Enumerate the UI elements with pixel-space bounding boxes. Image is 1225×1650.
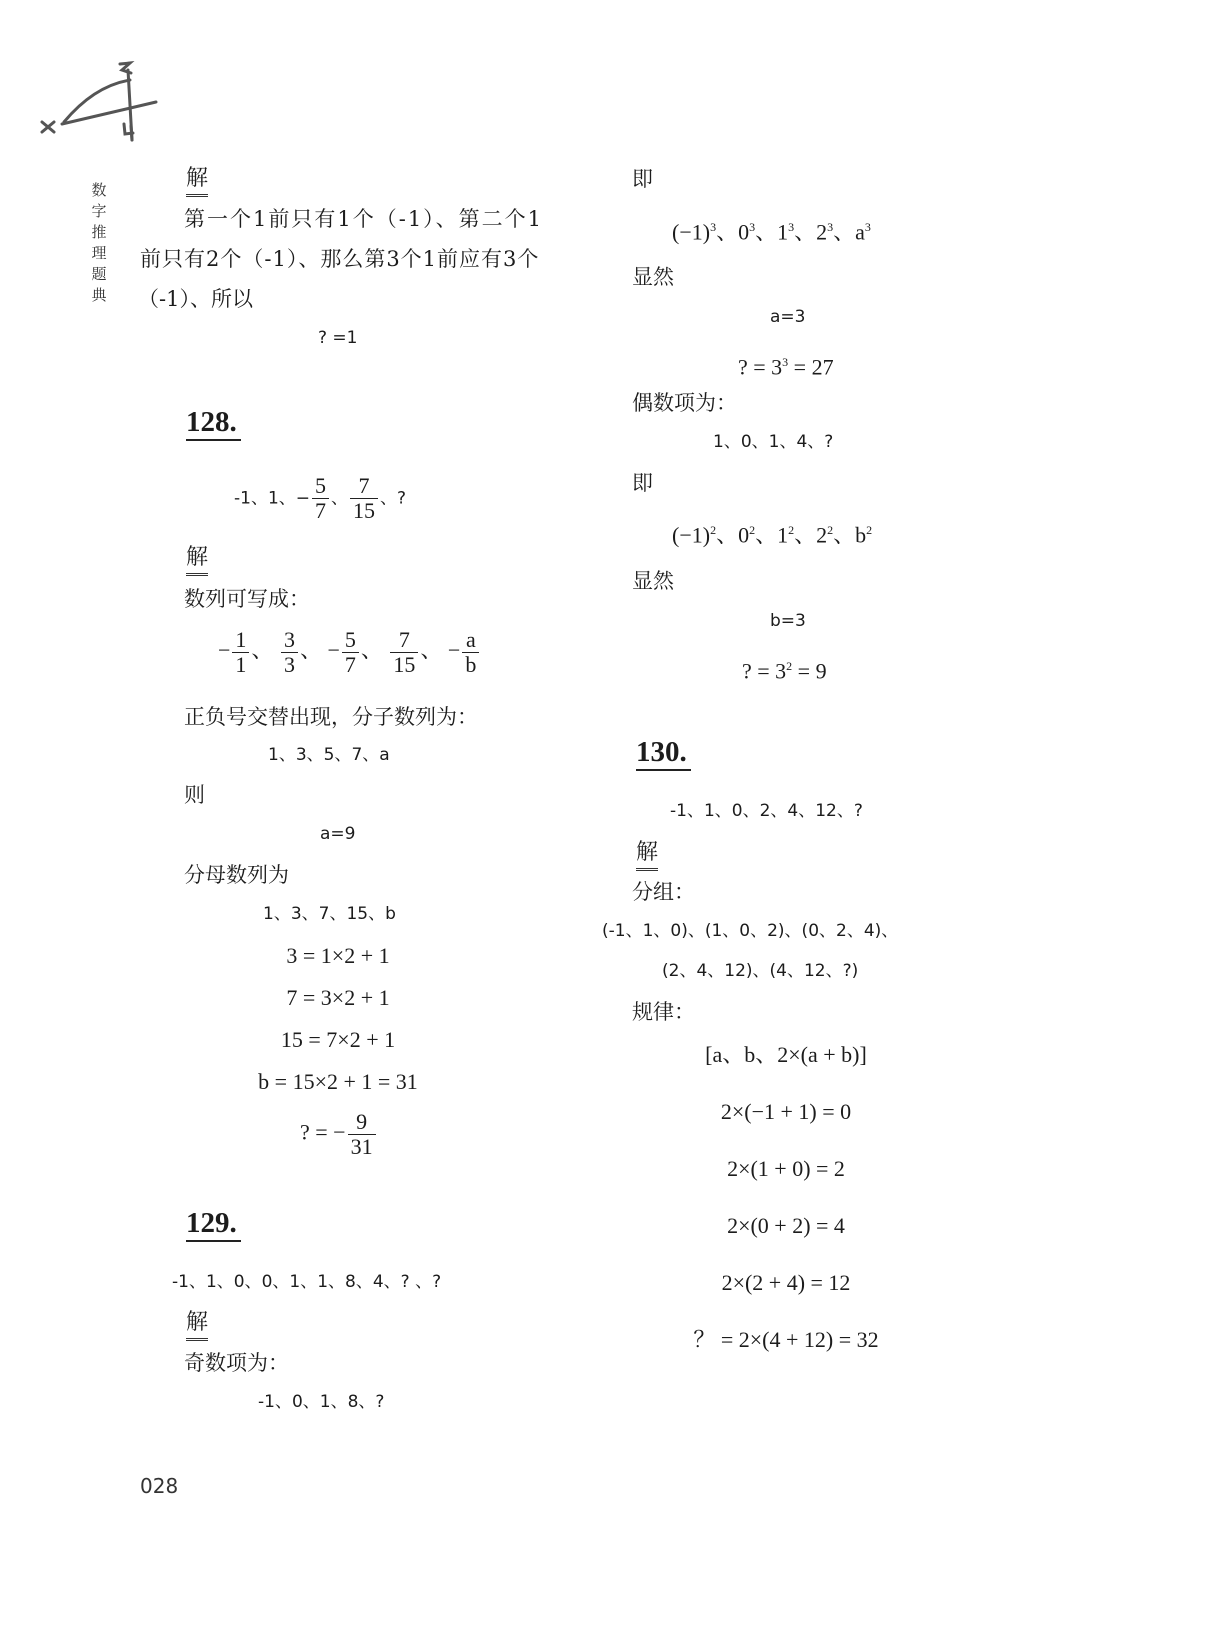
answer-suffix: = 27 [788, 354, 834, 380]
fraction [312, 474, 329, 523]
equation: 3 = 1×2 + 1 [286, 943, 390, 968]
question-128 [234, 474, 406, 523]
fraction [390, 628, 418, 677]
text-line: 偶数项为： [632, 391, 737, 415]
exponent: 2 [866, 523, 873, 537]
denominator: 7 [344, 652, 356, 677]
denominator-sequence: 1、3、7、15、b [263, 904, 396, 924]
answer-128 [300, 1110, 378, 1159]
even-squares [672, 516, 872, 549]
numerator: a [462, 628, 479, 653]
term: 、1 [755, 219, 789, 245]
value-a: a=3 [770, 307, 806, 327]
solution-heading-127: 解 [186, 165, 208, 197]
answer-prefix: ? = 3 [742, 658, 787, 684]
question-130: -1、1、0、2、4、12、? [670, 801, 863, 821]
page-number: 028 [140, 1474, 179, 1498]
groups-line: (2、4、12)、(4、12、?) [662, 961, 859, 981]
odd-cubes [672, 213, 871, 246]
rule-formula: [a、b、2×(a + b)] [705, 1042, 867, 1067]
fraction [348, 1110, 376, 1159]
fraction [350, 474, 378, 523]
value-b: b=3 [770, 611, 806, 631]
denominator: 1 [235, 652, 247, 677]
exponent: 2 [749, 523, 756, 537]
q-suffix: 、? [380, 488, 407, 509]
answer-prefix: ? = 3 [738, 354, 783, 380]
denominator: 7 [315, 498, 327, 523]
exponent: 3 [782, 355, 789, 369]
answer-130: ？ = 2×(4 + 12) = 32 [693, 1327, 879, 1352]
numerator: 5 [312, 474, 329, 499]
answer-127: ? =1 [318, 328, 358, 348]
text-line: 即 [632, 471, 653, 495]
fraction [342, 628, 359, 677]
equation: 2×(0 + 2) = 4 [727, 1213, 845, 1238]
equation: 2×(2 + 4) = 12 [721, 1270, 851, 1295]
separator: 、 [420, 637, 443, 663]
equation: 2×(1 + 0) = 2 [727, 1156, 845, 1181]
term: 、b [833, 522, 867, 548]
text-line: （-1）、所以 [138, 287, 253, 311]
equation: 15 = 7×2 + 1 [280, 1027, 396, 1052]
rewritten-sequence [218, 628, 481, 677]
exponent: 2 [786, 659, 793, 673]
term: 、2 [794, 219, 828, 245]
problem-number-128: 128. [186, 405, 241, 441]
text-line: 则 [184, 783, 205, 807]
numerator: 9 [348, 1110, 376, 1135]
odd-sequence: -1、0、1、8、? [258, 1392, 385, 1412]
numerator: 5 [342, 628, 359, 653]
equation: 7 = 3×2 + 1 [286, 985, 390, 1010]
text-line: 前只有2个（-1）、那么第3个1前应有3个 [140, 247, 540, 271]
term: 、0 [716, 522, 750, 548]
text-line: 第一个1前只有1个（-1）、第二个1 [184, 207, 544, 231]
exponent: 3 [827, 220, 834, 234]
question-129: -1、1、0、0、1、1、8、4、? 、? [172, 1272, 442, 1292]
sign: − [327, 637, 340, 663]
exponent: 3 [749, 220, 756, 234]
denominator: 15 [353, 498, 376, 523]
text-line: 分母数列为 [184, 863, 289, 887]
denominator: 31 [350, 1134, 373, 1159]
term: (−1) [672, 219, 711, 245]
answer-odd [738, 348, 834, 381]
exponent: 2 [827, 523, 834, 537]
solution-heading-128: 解 [186, 544, 208, 576]
equation: 2×(−1 + 1) = 0 [720, 1099, 852, 1124]
q-prefix: -1、1、− [234, 488, 311, 509]
sign: − [218, 637, 231, 663]
term: 、a [833, 219, 865, 245]
numerator: 1 [232, 628, 249, 653]
axis-logo [34, 56, 164, 146]
numerator: 3 [281, 628, 298, 653]
term: 、1 [755, 522, 789, 548]
fraction [281, 628, 298, 677]
numerator: 7 [390, 628, 418, 653]
answer-prefix: ? = − [300, 1119, 346, 1145]
solution-heading-130: 解 [636, 839, 658, 871]
exponent: 2 [710, 523, 717, 537]
problem-number-129: 129. [186, 1206, 241, 1242]
answer-even [742, 652, 827, 685]
text-line: 规律： [632, 1000, 695, 1024]
text-line: 显然 [632, 569, 674, 593]
denominator: 3 [283, 652, 295, 677]
numerator-sequence: 1、3、5、7、a [268, 745, 390, 765]
solution-heading-129: 解 [186, 1309, 208, 1341]
numerator: 7 [350, 474, 378, 499]
separator: 、 [360, 637, 383, 663]
text-line: 分组： [632, 880, 695, 904]
exponent: 3 [710, 220, 717, 234]
term: 、2 [794, 522, 828, 548]
exponent: 2 [788, 523, 795, 537]
text-line: 正负号交替出现，分子数列为： [184, 705, 478, 729]
text-line: 显然 [632, 265, 674, 289]
equation: b = 15×2 + 1 = 31 [258, 1069, 418, 1094]
denominator: b [465, 652, 477, 677]
side-title: 数字推理题典 [91, 181, 107, 304]
fraction [232, 628, 249, 677]
even-sequence: 1、0、1、4、? [713, 432, 834, 452]
term: 、0 [716, 219, 750, 245]
separator: 、 [331, 488, 349, 509]
value-a: a=9 [320, 824, 356, 844]
text-line: 数列可写成： [184, 587, 310, 611]
text-line: 即 [632, 167, 653, 191]
groups-line: (-1、1、0)、(1、0、2)、(0、2、4)、 [602, 921, 899, 941]
fraction [462, 628, 479, 677]
exponent: 3 [788, 220, 795, 234]
sign: − [447, 637, 461, 663]
problem-number-130: 130. [636, 735, 691, 771]
separator: 、 [251, 637, 274, 663]
separator: 、 [299, 637, 322, 663]
text-line: 奇数项为： [184, 1351, 289, 1375]
answer-suffix: = 9 [792, 658, 827, 684]
term: (−1) [672, 522, 711, 548]
denominator: 15 [393, 652, 416, 677]
exponent: 3 [864, 220, 871, 234]
